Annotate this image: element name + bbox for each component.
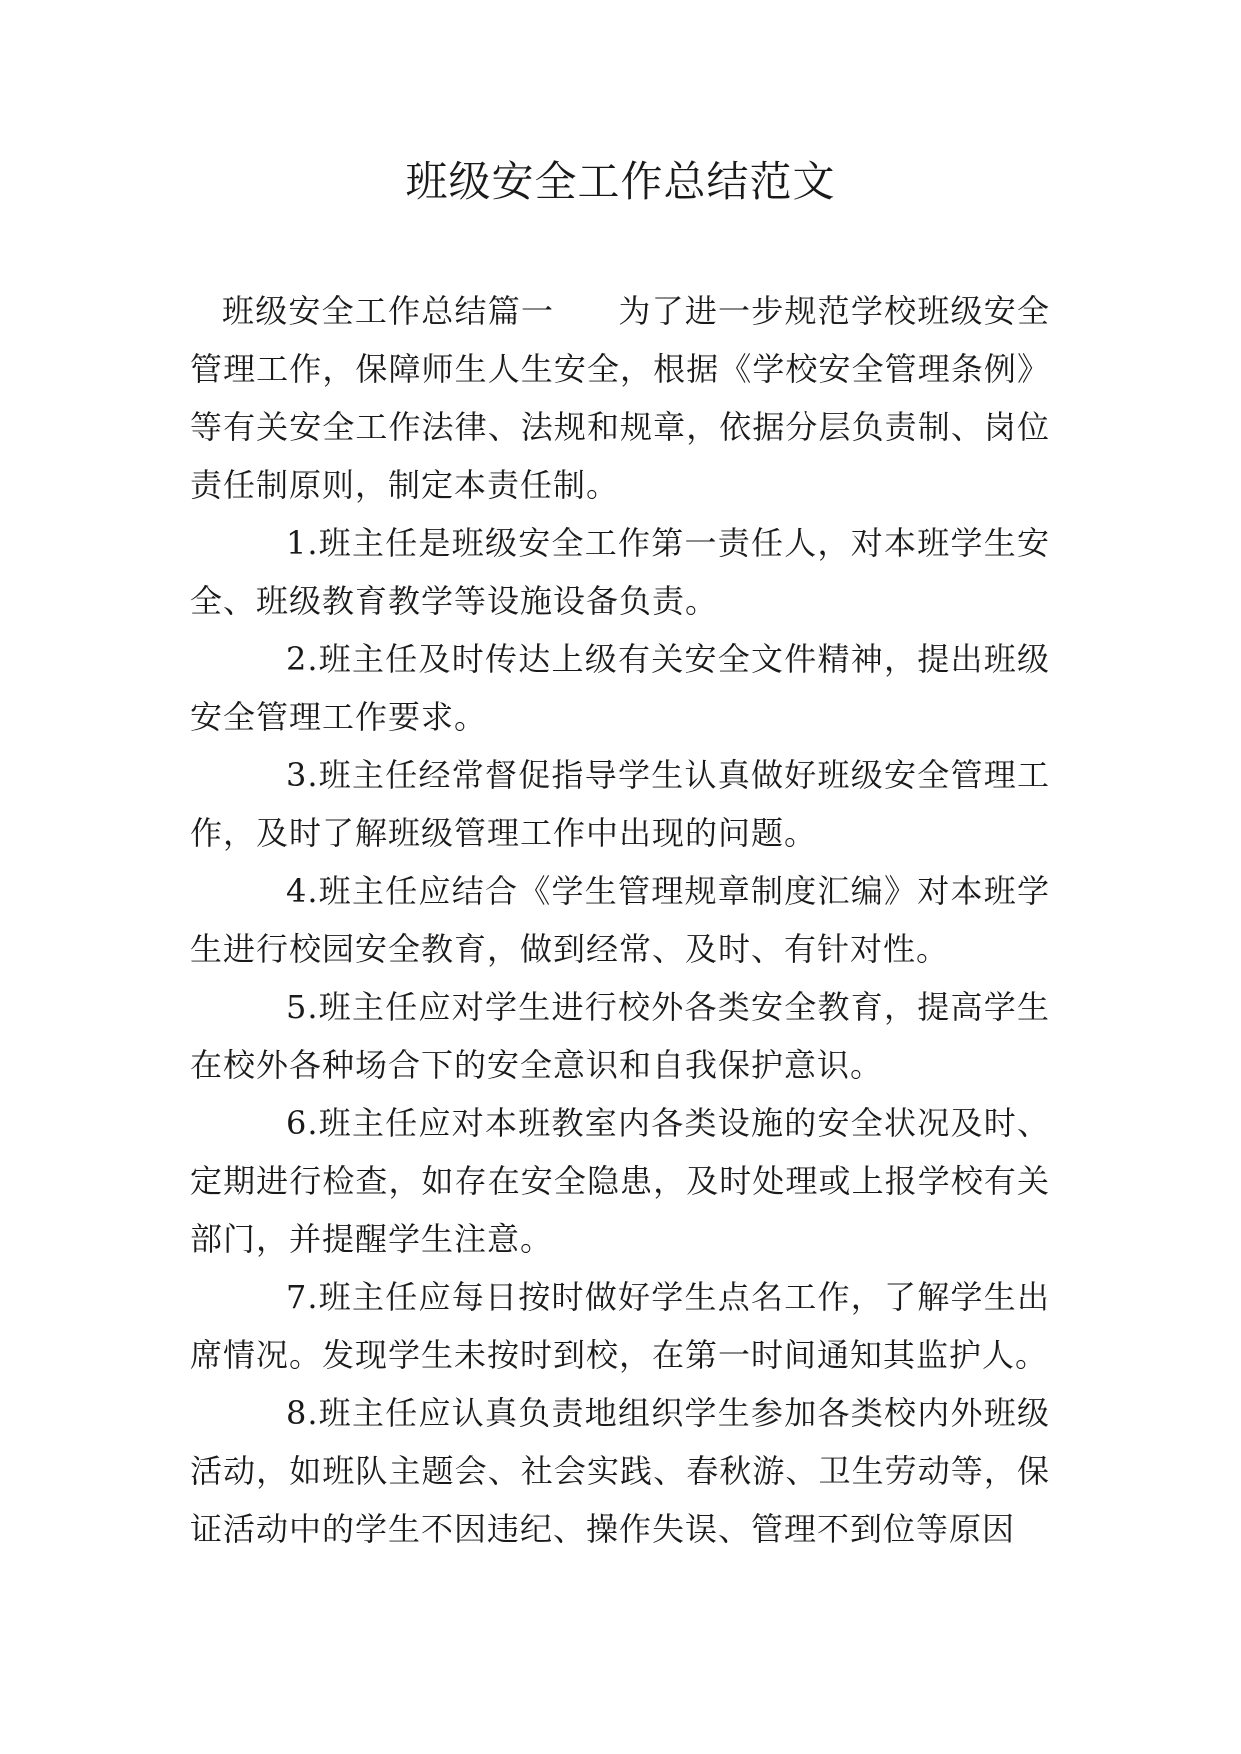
document-body <box>190 282 1050 1558</box>
list-item: 7.班主任应每日按时做好学生点名工作，了解学生出席情况。发现学生未按时到校，在第一时间通知其监护人。 <box>190 1278 1050 1374</box>
list-item: 5.班主任应对学生进行校外各类安全教育，提高学生在校外各种场合下的安全意识和自我保护意识。 <box>190 988 1050 1084</box>
list-item: 1.班主任是班级安全工作第一责任人，对本班学生安全、班级教育教学等设施设备负责。 <box>190 524 1050 620</box>
list-item: 8.班主任应认真负责地组织学生参加各类校内外班级活动，如班队主题会、社会实践、春秋游、卫生劳动等，保证活动中的学生不因违纪、操作失误、管理不到位等原因 <box>190 1394 1050 1548</box>
list-item: 2.班主任及时传达上级有关安全文件精神，提出班级安全管理工作要求。 <box>190 640 1050 736</box>
section-heading: 班级安全工作总结篇一 <box>222 292 555 330</box>
list-item: 3.班主任经常督促指导学生认真做好班级安全管理工作，及时了解班级管理工作中出现的问题。 <box>190 756 1050 852</box>
list-item: 4.班主任应结合《学生管理规章制度汇编》对本班学生进行校园安全教育，做到经常、及时、有针对性。 <box>190 872 1050 968</box>
intro-paragraph <box>190 282 1050 514</box>
document-title: 班级安全工作总结范文 <box>405 157 836 206</box>
intro-text: 为了进一步规范学校班级安全管理工作，保障师生人生安全，根据《学校安全管理条例》等有关安全工作法律、法规和规章，依据分层负责制、岗位责任制原则，制定本责任制。 <box>190 292 1050 504</box>
list-item: 6.班主任应对本班教室内各类设施的安全状况及时、定期进行检查，如存在安全隐患，及时处理或上报学校有关部门，并提醒学生注意。 <box>190 1104 1050 1258</box>
